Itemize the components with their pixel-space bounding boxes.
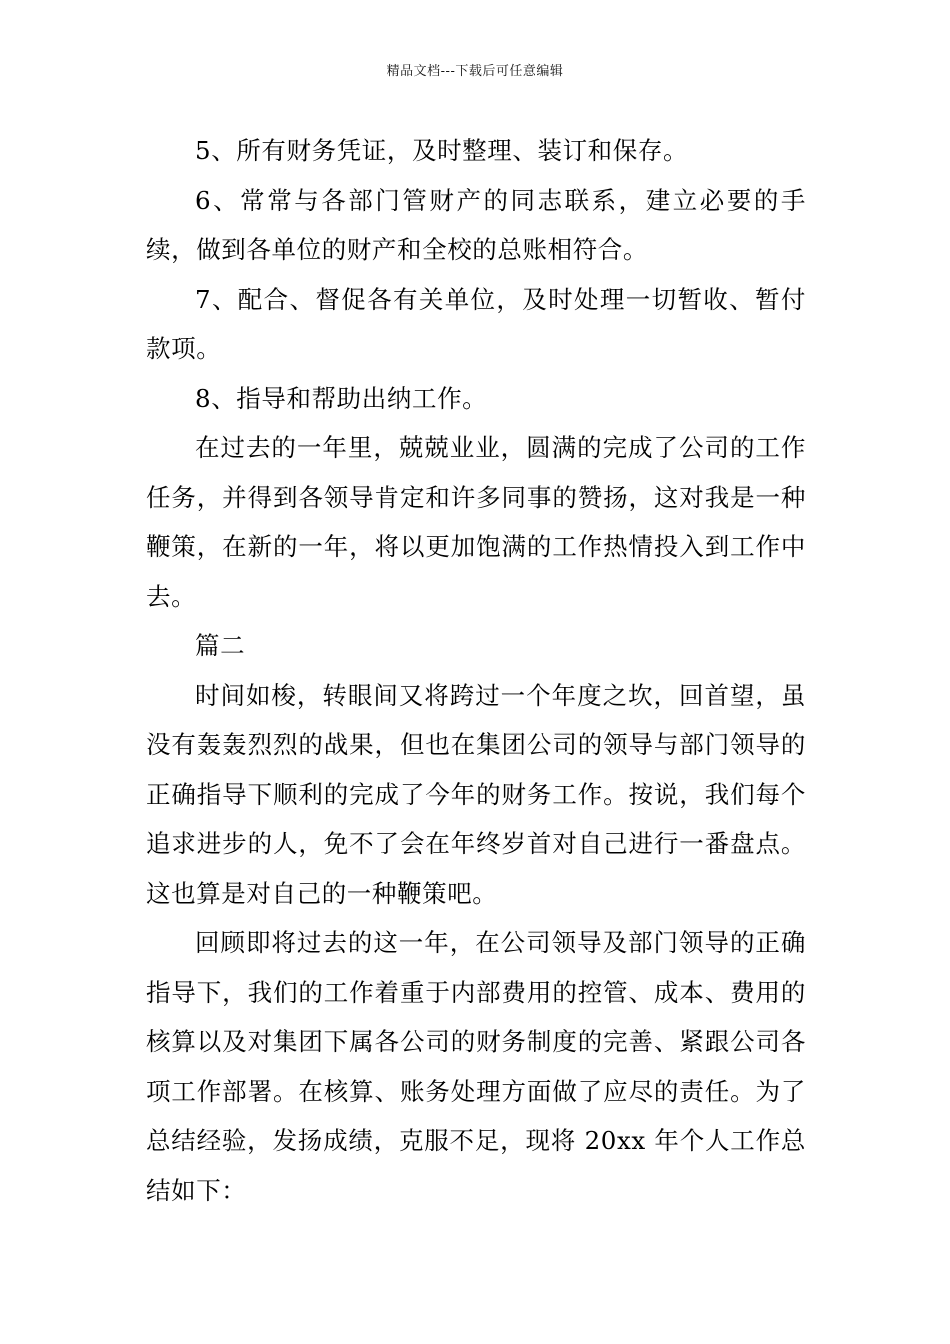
paragraph-intro: 时间如梭，转眼间又将跨过一个年度之坎，回首望，虽没有轰轰烈烈的战果，但也在集团公司的领导与部门领导的正确指导下顺利的完成了今年的财务工作。按说，我们每个追求进步的人，免不了会在年终岁首对自己进行一番盘点。这也算是对自己的一种鞭策吧。 [146,680,806,908]
document-body [146,126,806,1215]
paragraph-year-summary: 在过去的一年里，兢兢业业，圆满的完成了公司的工作任务，并得到各领导肯定和许多同事的赞扬，这对我是一种鞭策，在新的一年，将以更加饱满的工作热情投入到工作中去。 [146,433,806,611]
paragraph-item-5: 5、所有财务凭证，及时整理、装订和保存。 [195,136,689,165]
paragraph-item-7: 7、配合、督促各有关单位，及时处理一切暂收、暂付款项。 [146,284,806,363]
paragraph-item-6: 6、常常与各部门管财产的同志联系，建立必要的手续，做到各单位的财产和全校的总账相符合。 [146,185,806,264]
paragraph-item-8: 8、指导和帮助出纳工作。 [195,383,488,413]
header-note: 精品文档---下载后可任意编辑 [386,64,564,79]
paragraph-review: 回顾即将过去的这一年，在公司领导及部门领导的正确指导下，我们的工作着重于内部费用的控管、成本、费用的核算以及对集团下属各公司的财务制度的完善、紧跟公司各项工作部署。在核算、账务处理方面做了应尽的责任。为了总结经验，发扬成绩，克服不足，现将 20xx 年个人工作总结如下： [146,928,806,1205]
section-heading: 篇二 [195,631,246,660]
